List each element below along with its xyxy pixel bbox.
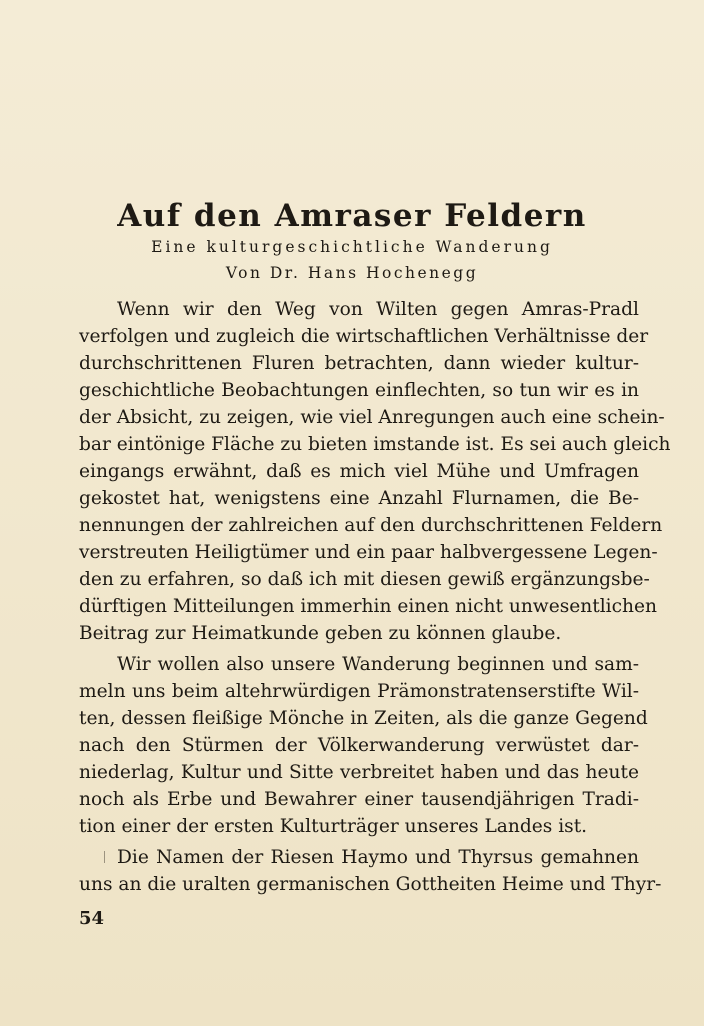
text-line: den zu erfahren, so daß ich mit diesen gewiß ergänzungsbe- (79, 569, 650, 590)
text-line: Beitrag zur Heimatkunde geben zu können glaube. (79, 623, 562, 644)
text-line: eingangs erwähnt, daß es mich viel Mühe und Umfragen (79, 461, 639, 482)
author-byline: Von Dr. Hans Hochenegg (225, 264, 479, 282)
text-line: verfolgen und zugleich die wirtschaftlichen Verhältnisse der (79, 326, 649, 347)
text-line: nennungen der zahlreichen auf den durchschrittenen Feldern (79, 515, 663, 536)
page-number: 54 (79, 908, 105, 929)
text-line: verstreuten Heiligtümer und ein paar halbvergessene Legen- (79, 542, 658, 563)
text-line: noch als Erbe und Bewahrer einer tausendjährigen Tradi- (79, 789, 639, 810)
text-line: nach den Stürmen der Völkerwanderung verwüstet dar- (79, 735, 639, 756)
text-line: durchschrittenen Fluren betrachten, dann wieder kultur- (79, 353, 639, 374)
subtitle: Eine kulturgeschichtliche Wanderung (151, 238, 553, 256)
text-line: niederlag, Kultur und Sitte verbreitet haben und das heute (79, 762, 639, 783)
text-line: tion einer der ersten Kulturträger unseres Landes ist. (79, 816, 588, 837)
text-line: geschichtliche Beobachtungen einflechten, so tun wir es in (79, 380, 639, 401)
text-line: gekostet hat, wenigstens eine Anzahl Flurnamen, die Be- (79, 488, 639, 509)
text-line: Wenn wir den Weg von Wilten gegen Amras-Pradl (117, 299, 639, 320)
page-title: Auf den Amraser Feldern (117, 198, 587, 234)
text-line: der Absicht, zu zeigen, wie viel Anregungen auch eine schein- (79, 407, 665, 428)
text-line: bar eintönige Fläche zu bieten imstande ist. Es sei auch gleich (79, 434, 671, 455)
text-line: ten, dessen fleißige Mönche in Zeiten, als die ganze Gegend (79, 708, 648, 729)
margin-mark (104, 851, 105, 863)
text-line: uns an die uralten germanischen Gottheiten Heime und Thyr- (79, 874, 662, 895)
text-line: dürftigen Mitteilungen immerhin einen nicht unwesentlichen (79, 596, 657, 617)
text-line: Wir wollen also unsere Wanderung beginnen und sam- (117, 654, 639, 675)
text-line: Die Namen der Riesen Haymo und Thyrsus gemahnen (117, 847, 639, 868)
text-line: meln uns beim altehrwürdigen Prämonstratenserstifte Wil- (79, 681, 639, 702)
